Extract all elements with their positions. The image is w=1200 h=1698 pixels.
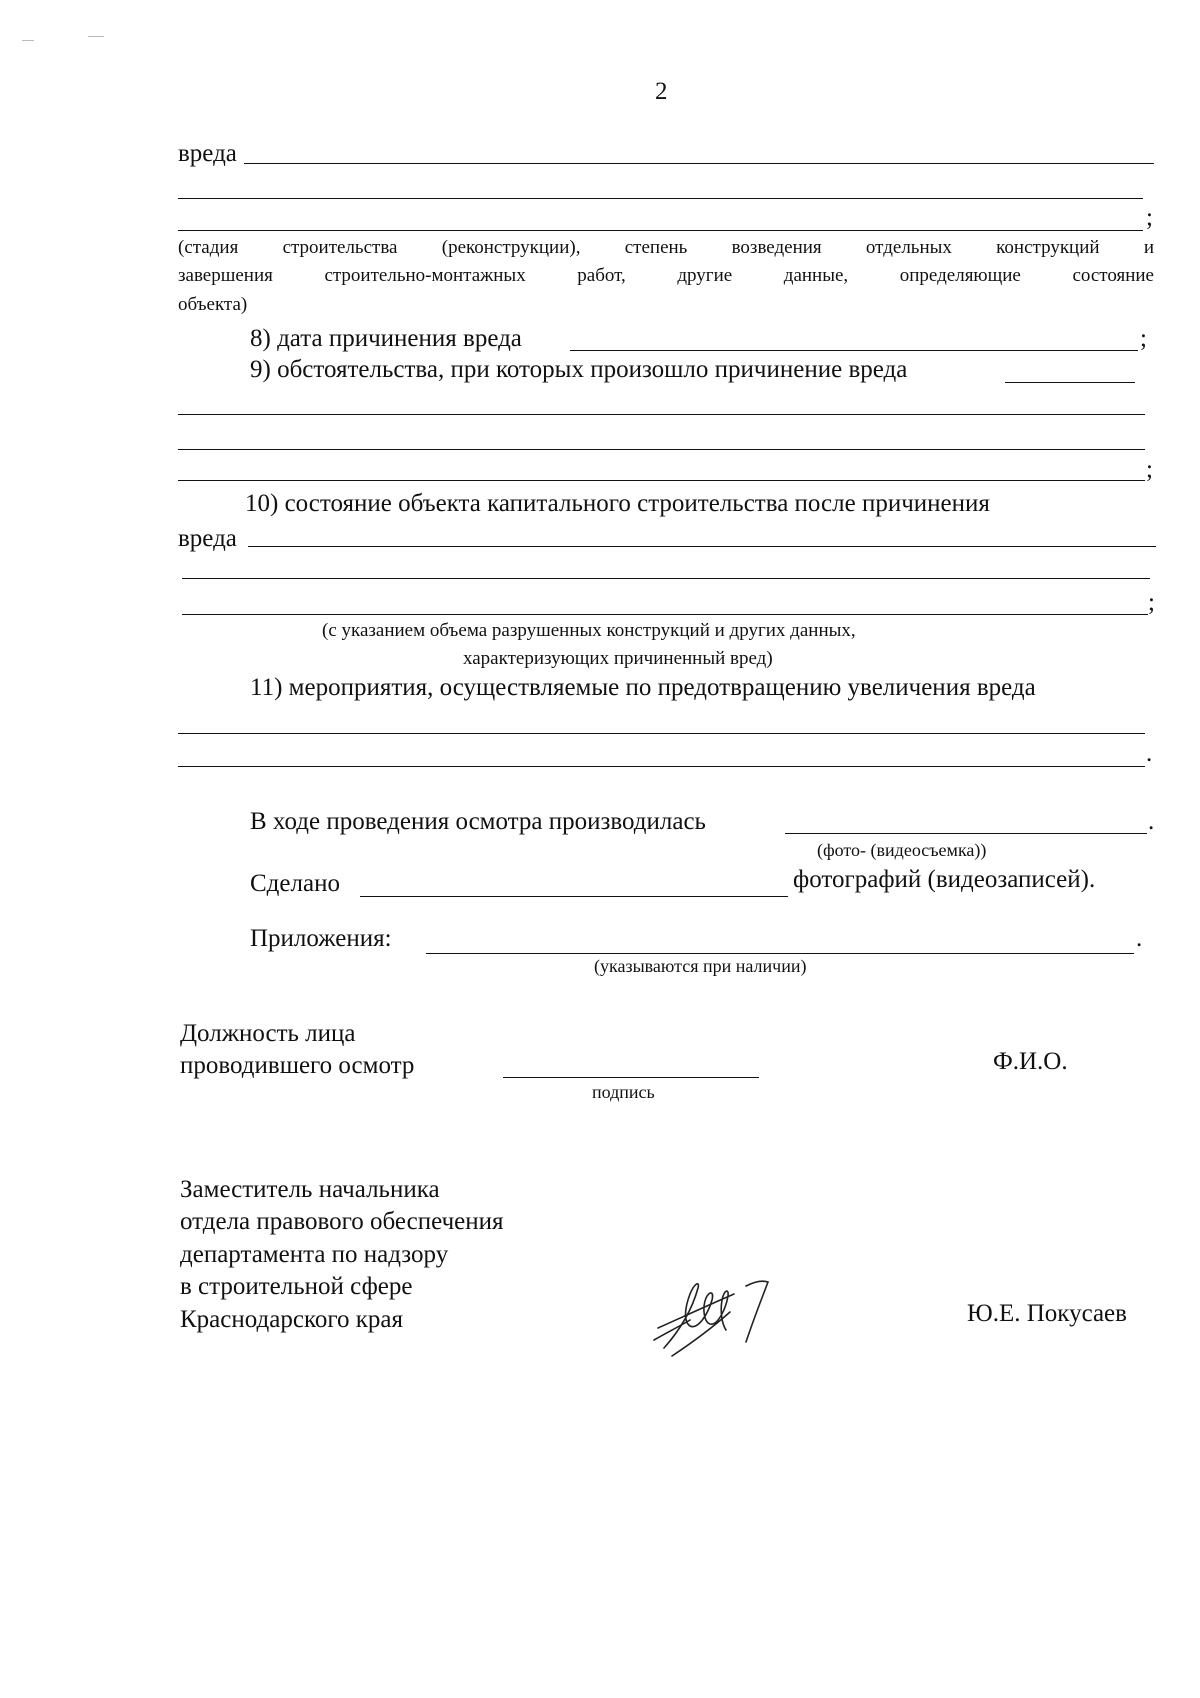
photo-note: (фото- (видеосъемка)): [817, 840, 987, 860]
fill-line: [360, 896, 788, 897]
made-suffix: фотографий (видеозаписей).: [793, 866, 1096, 893]
item-11-label: 11) мероприятия, осуществляемые по предотвращению увеличения вреда: [250, 674, 1036, 701]
official-title-line-4: в строительной сфере: [180, 1273, 413, 1300]
fill-line: [248, 546, 1156, 547]
fill-line: [1005, 382, 1135, 383]
official-title-line-5: Краснодарского края: [180, 1306, 403, 1333]
item-9-label: 9) обстоятельства, при которых произошло причинение вреда: [250, 356, 908, 383]
handwritten-signature: [650, 1270, 800, 1360]
semicolon: ;: [1146, 204, 1153, 231]
made-label: Сделано: [250, 870, 340, 897]
stage-note-line-2: завершения строительно-монтажных работ, другие данные, определяющие состояние: [178, 265, 1154, 286]
official-title-line-1: Заместитель начальника: [180, 1176, 440, 1203]
fill-line: [178, 480, 1145, 481]
period: .: [1136, 925, 1143, 952]
fio-label: Ф.И.О.: [993, 1048, 1068, 1075]
fill-line: [178, 733, 1145, 734]
fill-line: [178, 230, 1143, 231]
destruction-note-line-2: характеризующих причиненный вред): [463, 648, 773, 669]
signature-line: [503, 1077, 759, 1078]
official-name: Ю.Е. Покусаев: [967, 1300, 1127, 1327]
period: .: [1146, 740, 1153, 767]
fill-line: [426, 953, 1134, 954]
fill-line: [785, 833, 1147, 834]
official-title-line-3: департамента по надзору: [180, 1241, 449, 1268]
semicolon: ;: [1140, 325, 1147, 352]
semicolon: ;: [1148, 589, 1155, 616]
fill-line: [182, 614, 1148, 615]
fill-line: [178, 766, 1145, 767]
attachments-label: Приложения:: [250, 925, 392, 952]
page-number: 2: [655, 78, 668, 105]
harm-label-top: вреда: [178, 140, 237, 167]
scan-artifact: [22, 40, 34, 41]
harm-label-10: вреда: [178, 525, 237, 552]
stage-note-line-3: объекта): [178, 294, 248, 315]
fill-line: [182, 578, 1150, 579]
semicolon: ;: [1146, 456, 1153, 483]
inspector-position-line-2: проводившего осмотр: [180, 1052, 415, 1079]
destruction-note-line-1: (с указанием объема разрушенных конструкций и других данных,: [322, 620, 856, 641]
stage-note-line-1: (стадия строительства (реконструкции), степень возведения отдельных конструкций и: [178, 237, 1154, 258]
attachments-note: (указываются при наличии): [594, 956, 807, 976]
fill-line: [570, 350, 1138, 351]
fill-line: [178, 414, 1145, 415]
signature-note: подпись: [592, 1082, 655, 1102]
item-10-label: 10) состояние объекта капитального строительства после причинения: [245, 490, 990, 517]
official-title-line-2: отдела правового обеспечения: [180, 1208, 504, 1235]
inspector-position-line-1: Должность лица: [180, 1020, 356, 1047]
fill-line: [178, 198, 1143, 199]
item-8-label: 8) дата причинения вреда: [250, 325, 522, 352]
period: .: [1148, 808, 1155, 835]
fill-line: [178, 449, 1145, 450]
fill-line: [244, 163, 1154, 164]
scan-artifact: [88, 36, 104, 37]
photo-line-label: В ходе проведения осмотра производилась: [250, 808, 706, 835]
